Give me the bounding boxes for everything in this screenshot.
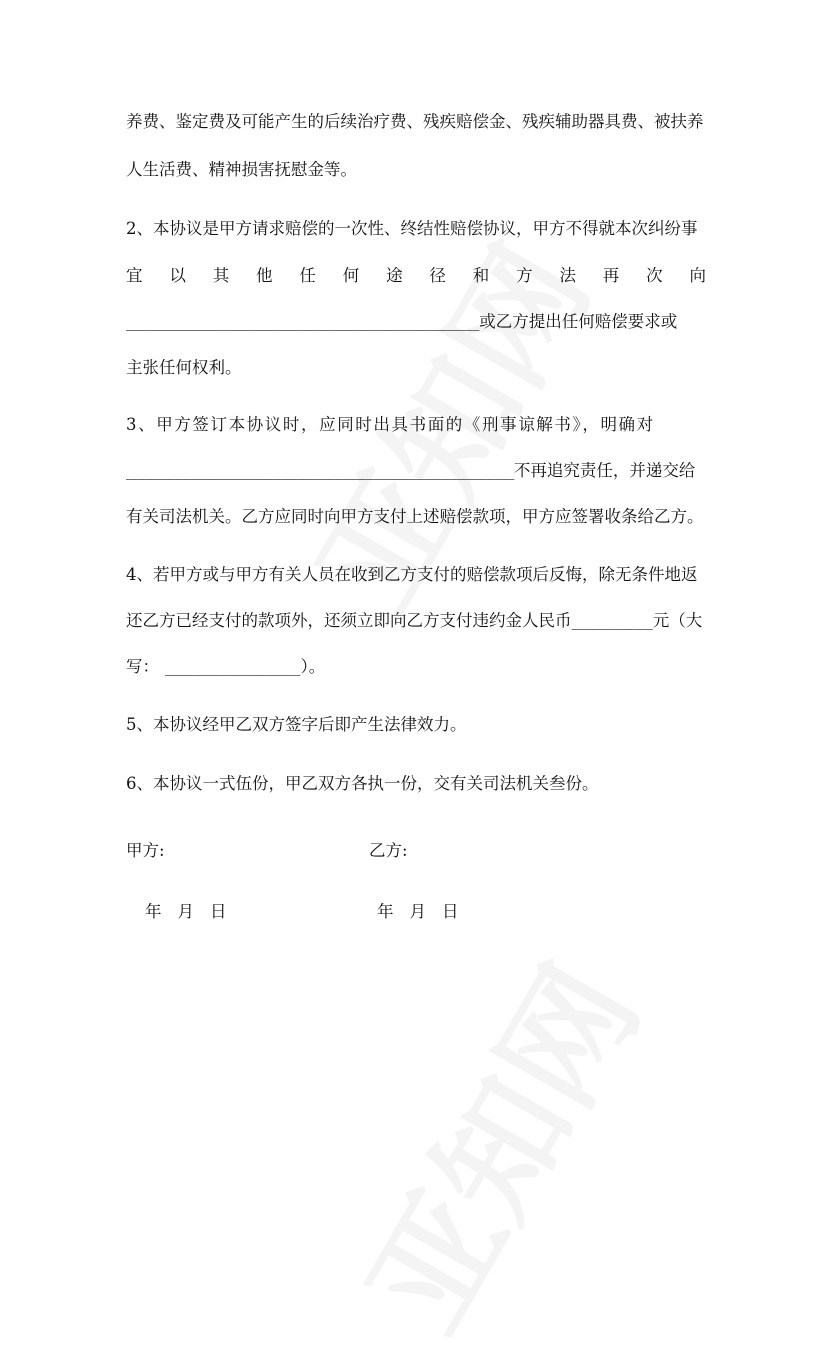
paragraph-line	[126, 611, 706, 631]
month-label: 月	[177, 902, 194, 921]
line-text: 或乙方提出任何赔偿要求或	[479, 312, 678, 331]
paragraph-line: 人生活费、精神损害抚慰金等。	[126, 160, 357, 179]
party-a-date	[145, 902, 243, 922]
justified-line	[126, 266, 706, 286]
line-text: 元（大	[652, 611, 703, 630]
char: 任	[299, 266, 316, 285]
paragraph-line: 4、若甲方或与甲方有关人员在收到乙方支付的赔偿款项后反悔，除无条件地返	[126, 565, 698, 584]
char: 法	[559, 266, 576, 285]
char: 向	[689, 266, 706, 285]
paragraph-line	[126, 461, 706, 481]
char: 何	[342, 266, 360, 285]
char: 径	[429, 266, 446, 285]
day-label: 日	[442, 902, 459, 921]
month-label: 月	[409, 902, 426, 921]
line-text: 不再追究责任，并递交给	[513, 461, 696, 480]
watermark	[317, 928, 674, 1359]
char: 其	[212, 266, 230, 285]
line-text: 写：	[126, 657, 159, 676]
fill-blank[interactable]: ______________________________________________	[126, 462, 514, 480]
char: 以	[169, 266, 186, 285]
year-label: 年	[377, 902, 394, 921]
line-text: ）。	[300, 657, 326, 676]
party-a-label: 甲方:	[126, 841, 165, 860]
paragraph-line	[126, 657, 706, 677]
char: 他	[256, 266, 273, 285]
paragraph-line	[126, 312, 706, 332]
party-b-date	[377, 902, 475, 922]
party-b-label: 乙方:	[369, 841, 408, 860]
paragraph-line: 2、本协议是甲方请求赔偿的一次性、终结性赔偿协议，甲方不得就本次纠纷事	[126, 219, 698, 238]
line-text: 还乙方已经支付的款项外，还须立即向乙方支付违约金人民币	[126, 611, 572, 630]
char: 途	[386, 266, 403, 285]
paragraph-line: 6、本协议一式伍份，甲乙双方各执一份，交有关司法机关叁份。	[126, 774, 599, 793]
paragraph-line: 有关司法机关。乙方应同时向甲方支付上述赔偿款项，甲方应签署收条给乙方。	[126, 507, 704, 526]
char: 和	[472, 266, 490, 285]
char: 次	[646, 266, 663, 285]
char: 再	[602, 266, 620, 285]
fill-blank[interactable]: _______________	[165, 658, 301, 676]
year-label: 年	[145, 902, 162, 921]
char: 方	[516, 266, 533, 285]
paragraph-line: 5、本协议经甲乙双方签字后即产生法律效力。	[126, 715, 467, 734]
fill-blank[interactable]: _________	[571, 612, 653, 630]
fill-blank[interactable]: ________________________________________	[126, 313, 480, 331]
day-label: 日	[210, 902, 227, 921]
paragraph-line: 养费、鉴定费及可能产生的后续治疗费、残疾赔偿金、残疾辅助器具费、被扶养	[126, 112, 704, 131]
paragraph-line: 3、甲方签订本协议时，应同时出具书面的《刑事谅解书》，明确对	[126, 415, 655, 434]
char: 宜	[126, 266, 143, 285]
paragraph-line: 主张任何权利。	[126, 358, 242, 377]
